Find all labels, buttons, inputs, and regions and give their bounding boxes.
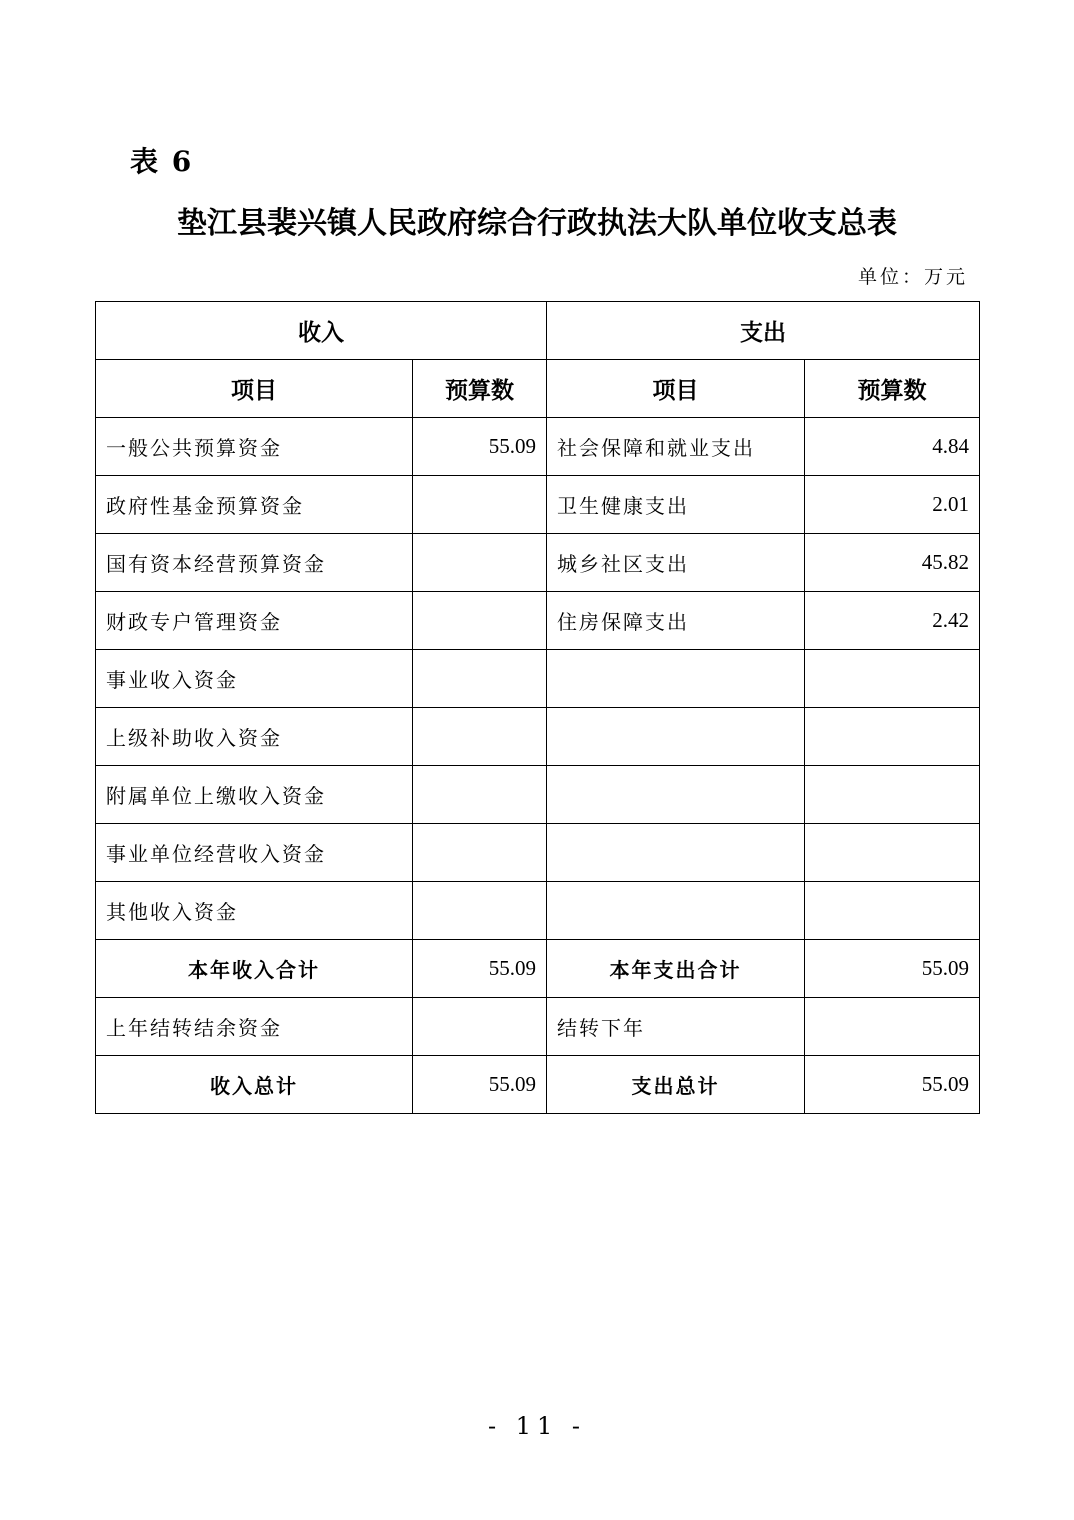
- income-item-cell: 附属单位上缴收入资金: [96, 766, 413, 824]
- table-row: [96, 824, 980, 882]
- income-item-cell: 其他收入资金: [96, 882, 413, 940]
- carryover-income-label: 上年结转结余资金: [96, 998, 413, 1056]
- expense-value-cell: [805, 766, 980, 824]
- table-row: [96, 650, 980, 708]
- section-header-row: [96, 302, 980, 360]
- total-income-label: 收入总计: [96, 1056, 413, 1114]
- table-row: [96, 708, 980, 766]
- income-value-cell: [413, 708, 547, 766]
- expense-value-cell: [805, 650, 980, 708]
- income-item-cell: 政府性基金预算资金: [96, 476, 413, 534]
- table-row: [96, 418, 980, 476]
- subtotal-row: [96, 940, 980, 998]
- expense-section-header: 支出: [547, 302, 980, 360]
- income-value-cell: [413, 650, 547, 708]
- expense-item-cell: [547, 650, 805, 708]
- expense-item-cell: 社会保障和就业支出: [547, 418, 805, 476]
- income-item-cell: 一般公共预算资金: [96, 418, 413, 476]
- budget-summary-table: [95, 301, 980, 1114]
- expense-value-cell: [805, 882, 980, 940]
- income-value-cell: [413, 592, 547, 650]
- carryover-row: [96, 998, 980, 1056]
- income-item-cell: 事业收入资金: [96, 650, 413, 708]
- subtotal-income-label: 本年收入合计: [96, 940, 413, 998]
- grand-total-row: [96, 1056, 980, 1114]
- expense-value-cell: 2.01: [805, 476, 980, 534]
- income-budget-header: 预算数: [413, 360, 547, 418]
- carryover-expense-label: 结转下年: [547, 998, 805, 1056]
- income-item-header: 项目: [96, 360, 413, 418]
- table-row: [96, 592, 980, 650]
- subtotal-income-value: 55.09: [413, 940, 547, 998]
- expense-value-cell: [805, 824, 980, 882]
- income-item-cell: 国有资本经营预算资金: [96, 534, 413, 592]
- expense-item-header: 项目: [547, 360, 805, 418]
- expense-budget-header: 预算数: [805, 360, 980, 418]
- expense-item-cell: [547, 708, 805, 766]
- unit-note: 单位：万元: [857, 266, 968, 288]
- income-value-cell: [413, 882, 547, 940]
- table-row: [96, 766, 980, 824]
- income-value-cell: [413, 824, 547, 882]
- expense-item-cell: 住房保障支出: [547, 592, 805, 650]
- table-row: [96, 534, 980, 592]
- carryover-expense-value: [805, 998, 980, 1056]
- column-header-row: [96, 360, 980, 418]
- table-row: [96, 476, 980, 534]
- income-item-cell: 上级补助收入资金: [96, 708, 413, 766]
- total-expense-value: 55.09: [805, 1056, 980, 1114]
- table-number: 表 6: [130, 145, 194, 178]
- total-expense-label: 支出总计: [547, 1056, 805, 1114]
- table-row: [96, 882, 980, 940]
- page-number: - 11 -: [487, 1412, 586, 1440]
- expense-value-cell: 2.42: [805, 592, 980, 650]
- expense-value-cell: 45.82: [805, 534, 980, 592]
- total-income-value: 55.09: [413, 1056, 547, 1114]
- document-title: 垫江县裴兴镇人民政府综合行政执法大队单位收支总表: [177, 206, 897, 241]
- income-section-header: 收入: [96, 302, 547, 360]
- subtotal-expense-label: 本年支出合计: [547, 940, 805, 998]
- subtotal-expense-value: 55.09: [805, 940, 980, 998]
- expense-item-cell: 城乡社区支出: [547, 534, 805, 592]
- income-item-cell: 事业单位经营收入资金: [96, 824, 413, 882]
- carryover-income-value: [413, 998, 547, 1056]
- income-item-cell: 财政专户管理资金: [96, 592, 413, 650]
- expense-value-cell: 4.84: [805, 418, 980, 476]
- expense-item-cell: 卫生健康支出: [547, 476, 805, 534]
- income-value-cell: [413, 766, 547, 824]
- expense-item-cell: [547, 766, 805, 824]
- budget-table-body: [96, 302, 980, 1114]
- expense-item-cell: [547, 882, 805, 940]
- income-value-cell: [413, 476, 547, 534]
- income-value-cell: 55.09: [413, 418, 547, 476]
- income-value-cell: [413, 534, 547, 592]
- expense-item-cell: [547, 824, 805, 882]
- expense-value-cell: [805, 708, 980, 766]
